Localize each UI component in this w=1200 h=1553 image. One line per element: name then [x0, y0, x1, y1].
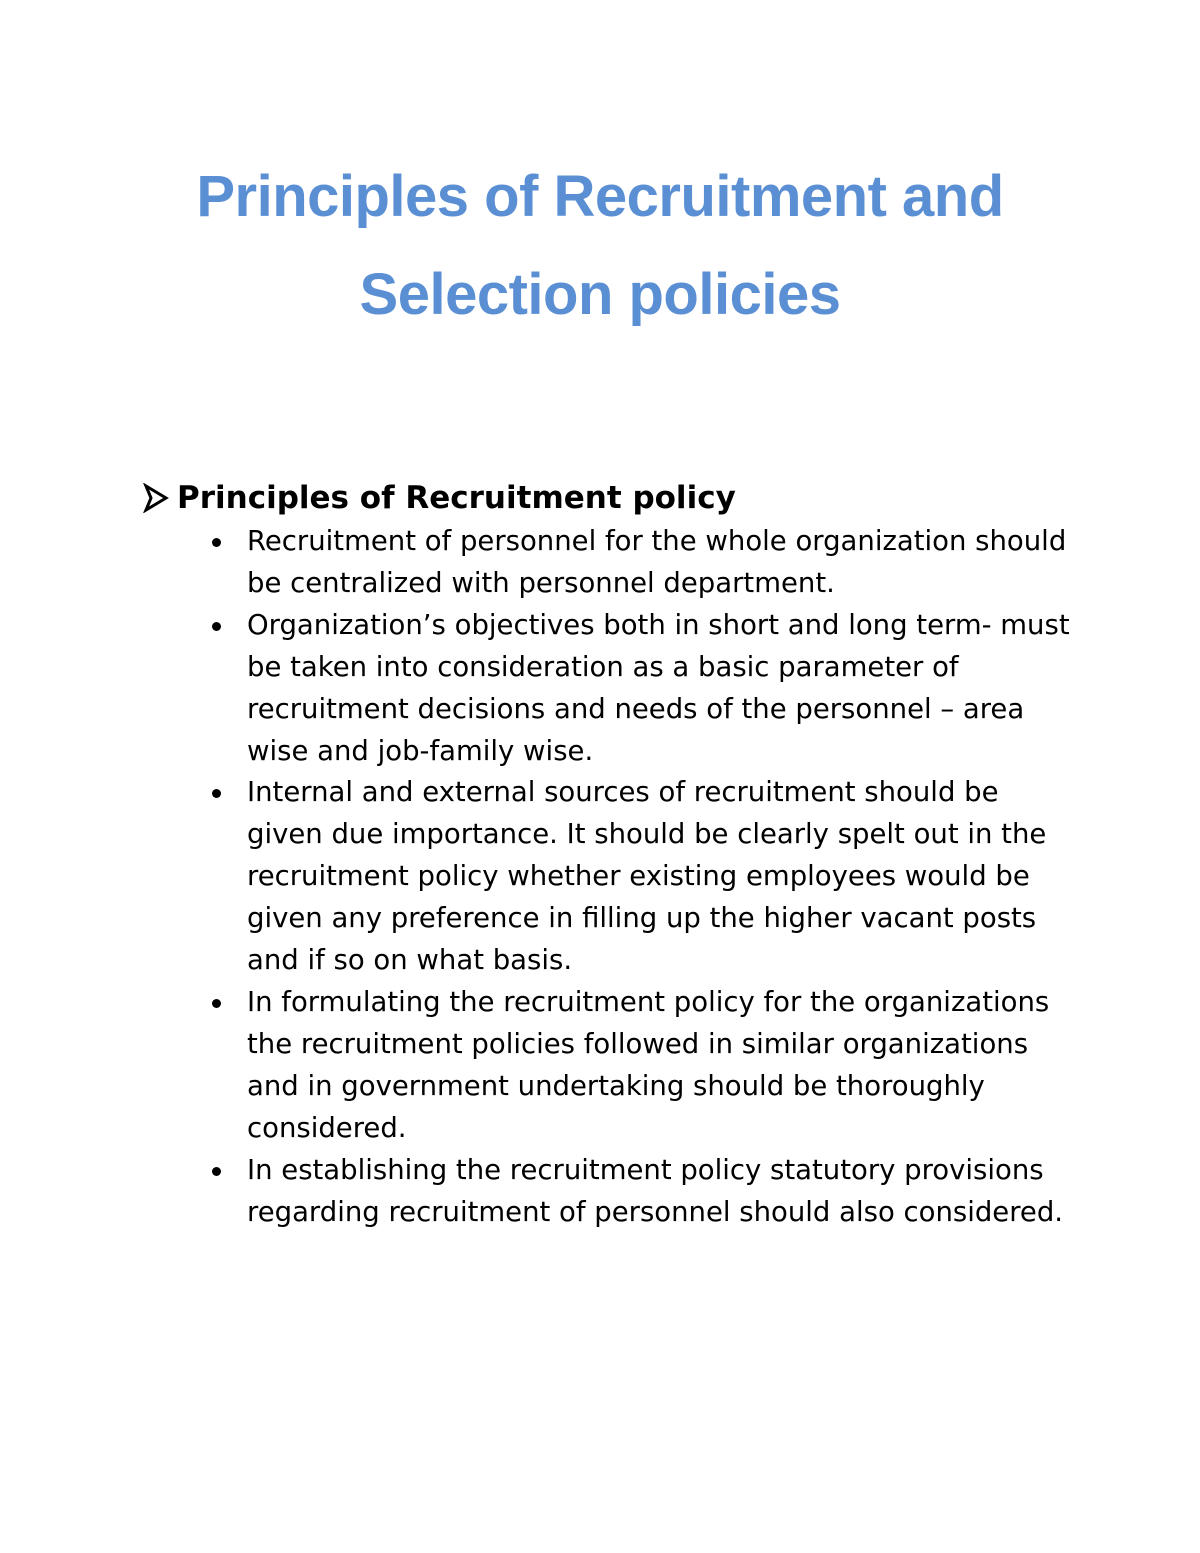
bullet-dot-icon — [212, 999, 221, 1008]
list-item-text: Recruitment of personnel for the whole organization should be centralized with personnel department. — [247, 525, 1067, 599]
list-item — [142, 1150, 1072, 1234]
list-item — [142, 772, 1072, 982]
recruitment-policy-section — [142, 473, 1072, 1233]
list-item — [142, 521, 1072, 605]
section-heading — [142, 473, 1072, 523]
section-heading-text: Principles of Recruitment policy — [177, 480, 736, 516]
list-item-text: In establishing the recruitment policy statutory provisions regarding recruitment of personnel should also considered. — [247, 1153, 1064, 1228]
bullet-dot-icon — [212, 789, 221, 798]
list-item — [142, 982, 1072, 1150]
list-item-text: In formulating the recruitment policy for the organizations the recruitment policies followed in similar organizations and in government undertaking should be thoroughly considered. — [247, 985, 1050, 1144]
document-title — [100, 148, 1100, 344]
list-item — [142, 605, 1072, 773]
document-title-line-1: Principles of Recruitment and — [196, 164, 1004, 229]
document-title-line-2: Selection policies — [359, 262, 841, 327]
bullet-dot-icon — [212, 622, 221, 631]
bullet-dot-icon — [212, 1167, 221, 1176]
principles-list — [142, 521, 1072, 1233]
arrow-bullet-icon — [142, 483, 170, 513]
bullet-dot-icon — [212, 538, 221, 547]
list-item-text: Internal and external sources of recruitment should be given due importance. It should be clearly spelt out in the recruitment policy whether existing employees would be given any preference in filling up the higher vacant posts and if so on what basis. — [247, 776, 1047, 977]
list-item-text: Organization’s objectives both in short and long term- must be taken into consideration as a basic parameter of recruitment decisions and needs of the personnel – area wise and job-family wise. — [247, 608, 1070, 767]
